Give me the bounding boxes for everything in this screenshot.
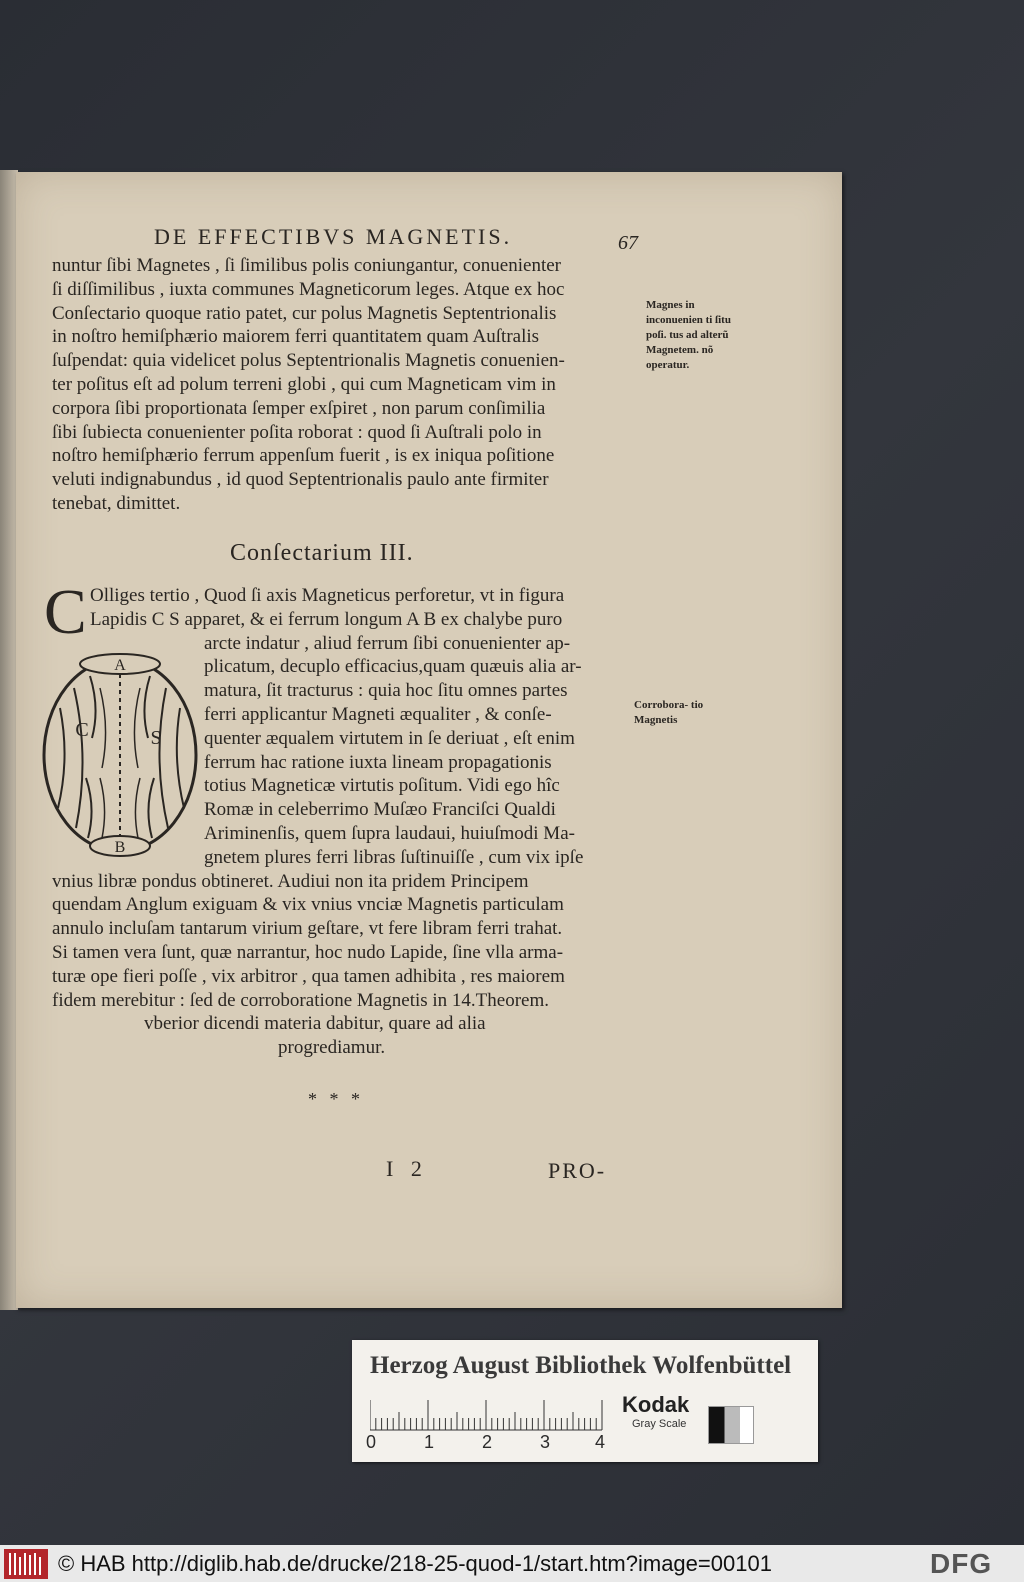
opening-paragraph: [52, 254, 644, 516]
text-line: turæ ope fieri poſſe , vix arbitror , qua tamen adhibita , res maiorem: [52, 965, 565, 987]
footer-url-text[interactable]: © HAB http://diglib.hab.de/drucke/218-25-quod-1/start.htm?image=00101: [58, 1551, 772, 1576]
text-line: ter poſitus eſt ad polum terreni globi , qui cum Magneticam vim in: [52, 373, 556, 395]
figure-label-s: S: [150, 727, 162, 749]
text-line: matura, ſit tracturus : quia hoc ſitu omnes partes: [204, 680, 568, 702]
text-line: Olliges tertio , Quod ſi axis Magneticus perforetur, vt in figura: [90, 585, 565, 606]
text-line: nuntur ſibi Magnetes , ſi ſimilibus polis coniungantur, conuenienter: [52, 255, 561, 276]
gray-scale-patch: [708, 1406, 754, 1444]
running-head: DE EFFECTIBVS MAGNETIS.: [154, 224, 513, 249]
gray-scale-label: Gray Scale: [632, 1418, 687, 1430]
drop-cap: C: [44, 576, 87, 647]
text-line: tenebat, dimittet.: [52, 492, 181, 514]
text-line: totius Magneticæ virtutis poſitum. Vidi ego hîc: [204, 775, 560, 797]
page-number: 67: [618, 232, 638, 254]
text-line: Si tamen vera ſunt, quæ narrantur, hoc nudo Lapide, ſine vlla arma-: [52, 941, 564, 963]
hab-barcode-icon: [4, 1549, 48, 1579]
text-line: ſuſpendat: quia videlicet polus Septentrionalis Magnetis conuenien-: [52, 350, 565, 372]
ornament-asterisks: * * *: [308, 1089, 364, 1109]
text-line: vberior dicendi materia dabitur, quare ad alia: [144, 1013, 486, 1035]
text-line: Lapidis C S apparet, & ei ferrum longum A B ex chalybe puro: [90, 608, 563, 630]
ruler-number: 4: [595, 1432, 606, 1452]
book-page: [16, 172, 842, 1308]
text-line: plicatum, decuplo efficacius,quam quæuis alia ar-: [204, 656, 582, 678]
dfg-logo: DFG: [930, 1548, 993, 1579]
text-line: in noſtro hemiſphærio maiorem ferri quantitatem quam Auſtralis: [52, 326, 540, 348]
text-line: quendam Anglum exiguam & vix vnius vnciæ Magnetis particulam: [52, 894, 564, 916]
text-line: vnius libræ pondus obtineret. Audiui non ita pridem Principem: [52, 870, 529, 892]
ruler-scale: [370, 1400, 610, 1434]
ruler-number: 3: [540, 1432, 551, 1452]
text-line: progrediamur.: [278, 1037, 386, 1059]
footer-bar: [0, 1545, 1024, 1582]
text-line: corpora ſibi proportionata ſemper exſpiret , non parum conſimilia: [52, 397, 546, 419]
figure-label-c: C: [75, 719, 89, 741]
text-line: arcte indatur , aliud ferrum ſibi conuenienter ap-: [204, 632, 571, 654]
margin-note-corroboratio: Corrobora- tio Magnetis: [634, 699, 704, 726]
text-line: quenter æqualem virtutem in ſe deriuat , eſt enim: [204, 727, 575, 749]
text-line: Ariminenſis, quem ſupra laudaui, huiuſmodi Ma-: [204, 822, 575, 844]
figure-label-b: B: [114, 839, 126, 856]
text-line: ſibi ſubiecta conuenienter poſita roborat : quod ſi Auſtrali polo in: [52, 421, 542, 443]
library-label-card: [352, 1340, 818, 1462]
text-line: ferrum hac ratione iuxta lineam propagationis: [204, 751, 552, 773]
magnet-stone-illustration: [40, 648, 200, 862]
ruler-number: 0: [366, 1432, 377, 1452]
text-line: gnetem plures ferri libras ſuſtinuiſſe , cum vix ipſe: [204, 846, 584, 868]
text-line: annulo incluſam tantarum virium geſtare, vt fere libram ferri trahat.: [52, 918, 563, 940]
text-line: Conſectario quoque ratio patet, cur polus Magnetis Septentrionalis: [52, 302, 557, 324]
kodak-logo: Kodak: [622, 1392, 690, 1417]
text-line: Romæ in celeberrimo Muſæo Franciſci Qualdi: [204, 799, 556, 821]
text-line: veluti indignabundus , id quod Septentrionalis paulo ante firmiter: [52, 469, 549, 491]
figure-label-a: A: [114, 657, 126, 674]
library-name: Herzog August Bibliothek Wolfenbüttel: [370, 1352, 792, 1379]
catchword: PRO-: [548, 1158, 607, 1183]
ruler-number: 2: [482, 1432, 493, 1452]
margin-note-magnes: Magnes in inconuenien ti ſitu poſi. tus ad alterũ Magnetem. nõ operatur.: [646, 299, 731, 371]
ruler-number: 1: [424, 1432, 435, 1452]
section-heading: Conſectarium III.: [230, 540, 414, 566]
text-line: ferri applicantur Magneti æqualiter , & conſe-: [204, 703, 552, 725]
text-line: noſtro hemiſphærio ferrum appenſum fuerit , is ex iniqua poſitione: [52, 445, 555, 467]
text-line: ſi diſſimilibus , iuxta communes Magneticorum leges. Atque ex hoc: [52, 278, 565, 300]
signature-mark: I 2: [386, 1156, 428, 1181]
text-line: fidem merebitur : ſed de corroboratione Magnetis in 14.Theorem.: [52, 989, 550, 1011]
